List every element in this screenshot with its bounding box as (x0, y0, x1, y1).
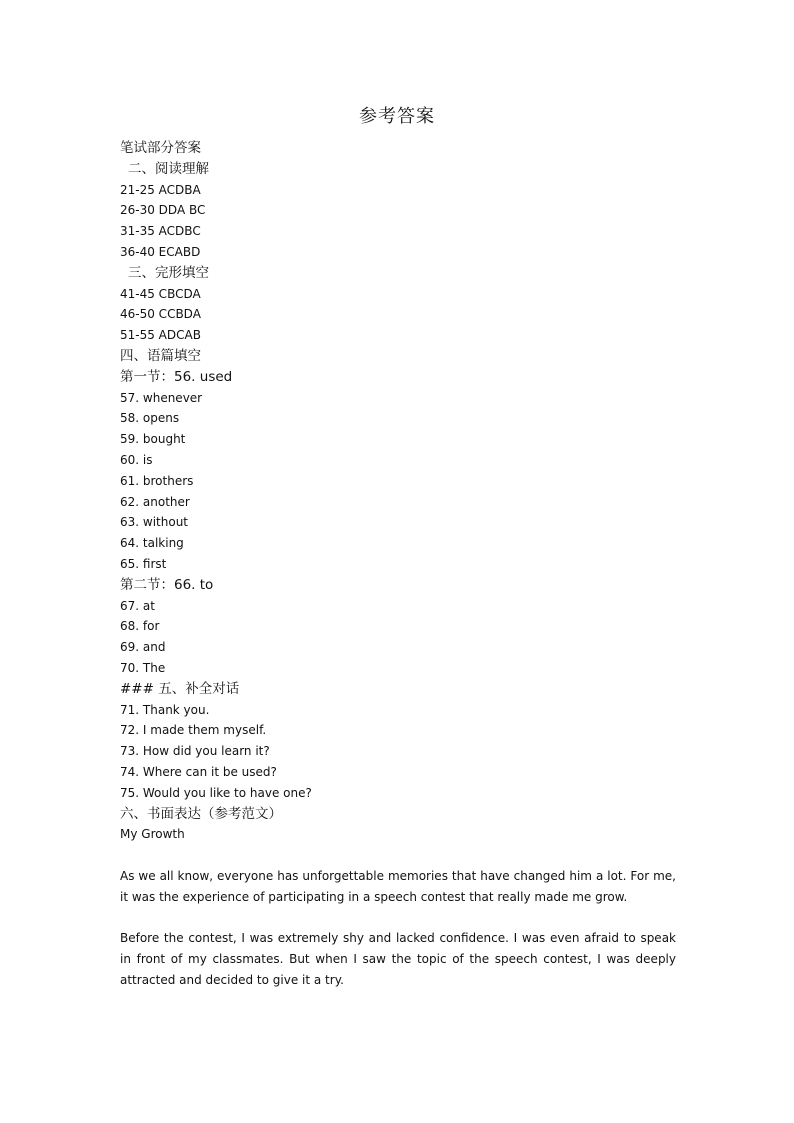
answer-line: 71. Thank you. (120, 702, 210, 717)
answer-line: 31-35 ACDBC (120, 224, 201, 239)
answer-line: 46-50 CCBDA (120, 307, 201, 322)
answer-line: 64. talking (120, 536, 184, 551)
answer-line: 62. another (120, 494, 190, 509)
answer-line: 73. How did you learn it? (120, 744, 270, 759)
answer-line: 26-30 DDA BC (120, 203, 206, 218)
answer-line: 41-45 CBCDA (120, 286, 201, 301)
answer-line: 笔试部分答案 (120, 140, 201, 156)
spacer (120, 845, 676, 866)
answer-line: 68. for (120, 619, 160, 634)
answer-lines (120, 138, 676, 845)
answer-line: 六、书面表达（参考范文） (120, 805, 282, 822)
answer-line: 58. opens (120, 411, 180, 426)
answer-line: 74. Where can it be used? (120, 764, 277, 779)
answer-line: 二、阅读理解 (128, 160, 209, 177)
answer-line: 四、语篇填空 (120, 347, 201, 364)
answer-line: 67. at (120, 598, 155, 613)
answer-content (120, 138, 676, 991)
answer-line: 36-40 ECABD (120, 244, 201, 259)
answer-line: My Growth (120, 827, 185, 842)
answer-line: 59. bought (120, 432, 186, 447)
answer-line: 65. first (120, 556, 167, 571)
answer-line: 第一节：56. used (120, 368, 233, 385)
answer-line: 72. I made them myself. (120, 723, 267, 738)
answer-line: 61. brothers (120, 473, 194, 488)
answer-line: 第二节：66. to (120, 576, 214, 593)
spacer (120, 907, 676, 928)
essay-paragraph-2: Before the contest, I was extremely shy and lacked confidence. I was even afraid to speak in front of my classmates. But when I saw the topic of the speech contest, I was deeply attracted and decided to give it a try. (120, 931, 676, 987)
answer-line: 63. without (120, 515, 189, 530)
answer-line: 75. Would you like to have one? (120, 785, 312, 800)
essay-paragraph-1: As we all know, everyone has unforgettable memories that have changed him a lot. For me, it was the experience of participating in a speech contest that really made me grow. (120, 868, 676, 904)
answer-line: 51-55 ADCAB (120, 328, 201, 343)
answer-line: 三、完形填空 (128, 264, 209, 281)
answer-line: ### 五、补全对话 (120, 680, 240, 697)
answer-line: 57. whenever (120, 390, 203, 405)
answer-line: 21-25 ACDBA (120, 182, 201, 197)
answer-line: 60. is (120, 452, 153, 467)
answer-line: 69. and (120, 640, 166, 655)
page-title: 参考答案 (359, 106, 435, 127)
answer-line: 70. The (120, 660, 166, 675)
